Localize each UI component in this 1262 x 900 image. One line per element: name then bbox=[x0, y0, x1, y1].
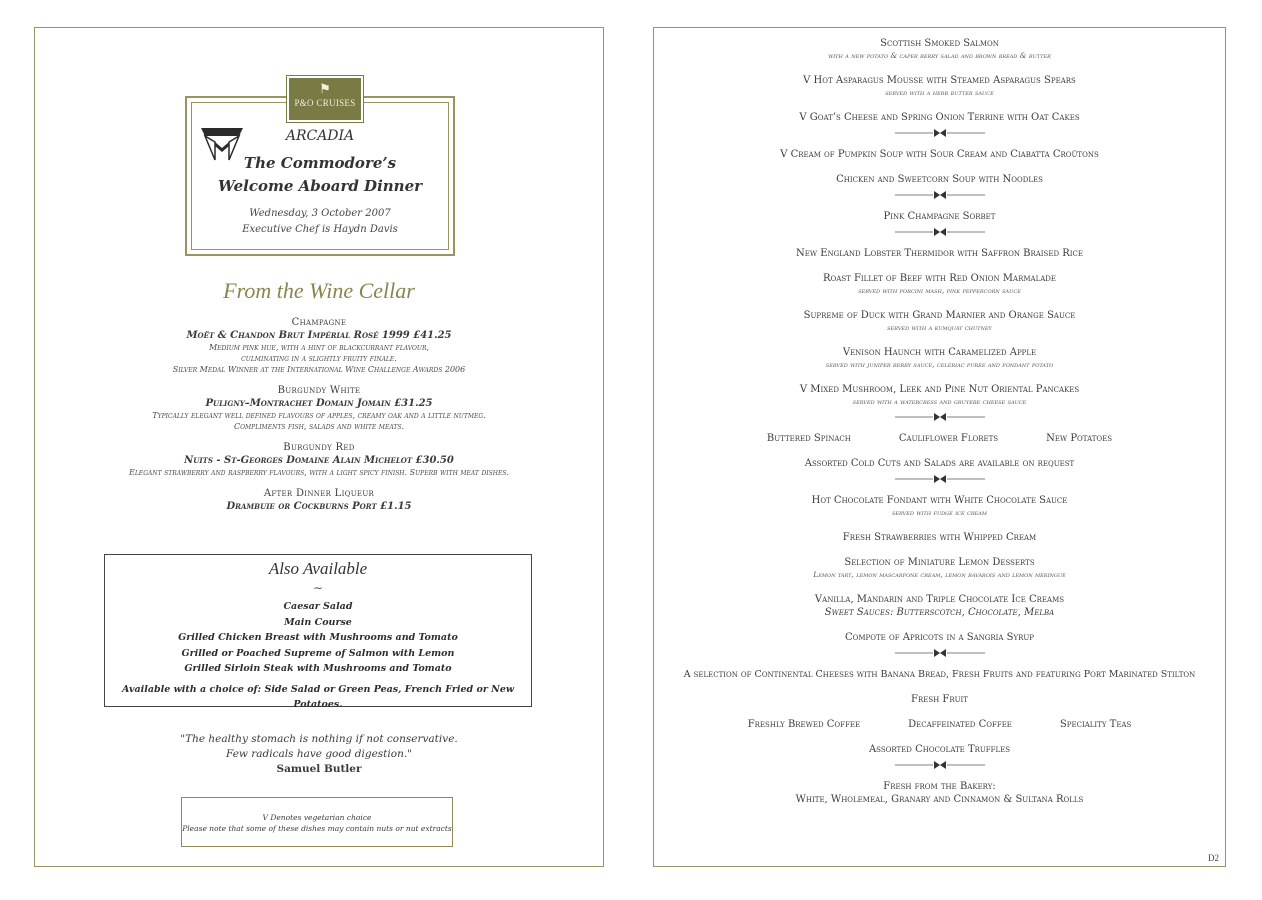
bow-tie-divider-icon bbox=[654, 190, 1225, 200]
list-item: Caesar Salad bbox=[283, 601, 353, 612]
list-item: Speciality Teas bbox=[1059, 719, 1132, 730]
also-available-box bbox=[104, 554, 532, 710]
menu-item: Vanilla, Mandarin and Triple Chocolate Ice Creams Sweet Sauces: Butterscotch, Chocolate, Melba bbox=[814, 594, 1065, 618]
bow-tie-divider-icon bbox=[654, 128, 1225, 138]
allergy-note: Please note that some of these dishes may contain nuts or nut extracts bbox=[182, 824, 452, 833]
list-item: Cauliflower Florets bbox=[898, 433, 999, 444]
page-code: D2 bbox=[1208, 853, 1219, 863]
wine-group-burgundy-red: Burgundy Red Nuits - St-Georges Domaine Alain Michelot £30.50 Elegant strawberry and raspberry flavours, with a light spicy finish. Superb with meat dishes. bbox=[128, 442, 509, 477]
wine-list bbox=[35, 316, 603, 522]
menu-item: Scottish Smoked Salmon with a new potato & caper berry salad and brown bread & butter bbox=[828, 38, 1051, 60]
menu-item: V Goat’s Cheese and Spring Onion Terrine with Oat Cakes bbox=[799, 112, 1080, 123]
po-cruises-logo: ⚑ P&O CRUISES bbox=[287, 76, 363, 122]
also-available-note: Available with a choice of: Side Salad or Green Peas, French Fried or New Potatoes. bbox=[121, 683, 515, 710]
list-item: Grilled Sirloin Steak with Mushrooms and Tomato bbox=[184, 663, 452, 674]
left-page bbox=[34, 27, 604, 867]
bow-tie-divider-icon bbox=[654, 412, 1225, 422]
list-item: Grilled or Poached Supreme of Salmon with Lemon bbox=[181, 647, 455, 659]
menu-item: Pink Champagne Sorbet bbox=[883, 211, 996, 222]
dinner-date: Wednesday, 3 October 2007 bbox=[249, 208, 391, 219]
menu-item: V Hot Asparagus Mousse with Steamed Asparagus Spears served with a herb butter sauce bbox=[803, 75, 1076, 97]
bakery: Fresh from the Bakery: White, Wholemeal, Granary and Cinnamon & Sultana Rolls bbox=[795, 781, 1084, 805]
header-box bbox=[185, 81, 455, 256]
menu-item: V Mixed Mushroom, Leek and Pine Nut Oriental Pancakes served with a watercress and gruyere cheese sauce bbox=[799, 384, 1080, 406]
wine-group-champagne: Champagne Moët & Chandon Brut Impérial Rosé 1999 £41.25 Medium pink hue, with a hint of blackcurrant flavour, culminating in a slightly fruity finale. Silver Medal Winner at the International Wine Challenge Awards 2006 bbox=[172, 317, 466, 374]
quote-author: Samuel Butler bbox=[276, 763, 362, 775]
hot-drinks bbox=[654, 718, 1225, 731]
menu-item: Supreme of Duck with Grand Marnier and Orange Sauce served with a kumquat chutney bbox=[803, 310, 1076, 332]
menu-item: New England Lobster Thermidor with Saffron Braised Rice bbox=[795, 248, 1084, 259]
menu-item: Venison Haunch with Caramelized Apple served with juniper berry sauce, celeriac purée and fondant potato bbox=[825, 347, 1054, 369]
list-item: Main Course bbox=[284, 616, 352, 628]
side-dishes bbox=[654, 432, 1225, 445]
list-item: Grilled Chicken Breast with Mushrooms and Tomato bbox=[178, 632, 458, 643]
dinner-menu bbox=[654, 37, 1225, 806]
wine-group-burgundy-white: Burgundy White Puligny–Montrachet Domain Jomain £31.25 Typically elegant well defined flavours of apples, creamy oak and a little nutmeg. Compliments fish, salads and white meats. bbox=[152, 385, 486, 431]
menu-item: Chicken and Sweetcorn Soup with Noodles bbox=[836, 174, 1043, 185]
wine-cellar-heading: From the Wine Cellar bbox=[223, 278, 415, 303]
list-item: Decaffeinated Coffee bbox=[908, 719, 1012, 730]
bow-tie-divider-icon bbox=[654, 648, 1225, 658]
menu-item: Fresh Fruit bbox=[911, 694, 968, 705]
menu-item: Assorted Chocolate Truffles bbox=[868, 744, 1011, 755]
dinner-details bbox=[187, 206, 453, 238]
menu-item: A selection of Continental Cheeses with Banana Bread, Fresh Fruits and featuring Port Marinated Stilton bbox=[683, 669, 1196, 680]
list-item: Buttered Spinach bbox=[766, 433, 851, 444]
list-item: New Potatoes bbox=[1046, 433, 1113, 444]
menu-item: Selection of Miniature Lemon Desserts Lemon tart, lemon mascarpone cream, lemon bavarois and lemon meringue bbox=[813, 557, 1066, 579]
ship-name: ARCADIA bbox=[285, 128, 355, 144]
wine-group-liqueur: After Dinner Liqueur Drambuie or Cockburns Port £1.15 bbox=[226, 488, 412, 512]
dinner-title: The Commodore’s Welcome Aboard Dinner bbox=[217, 154, 423, 195]
list-item: Freshly Brewed Coffee bbox=[747, 719, 861, 730]
menu-item: Roast Fillet of Beef with Red Onion Marmalade served with porcini mash, pink peppercorn sauce bbox=[823, 273, 1056, 295]
vegetarian-note: V Denotes vegetarian choice bbox=[262, 813, 372, 822]
menu-item: Fresh Strawberries with Whipped Cream bbox=[842, 532, 1037, 543]
flourish-icon: ∼ bbox=[312, 581, 324, 595]
bow-tie-divider-icon bbox=[654, 227, 1225, 237]
quote: "The healthy stomach is nothing if not conservative. Few radicals have good digestion." Samuel Butler bbox=[35, 732, 603, 777]
footnote-box bbox=[181, 797, 453, 847]
menu-item: Compote of Apricots in a Sangria Syrup bbox=[845, 632, 1034, 643]
right-page bbox=[653, 27, 1226, 867]
flag-icon: ⚑ bbox=[319, 81, 331, 96]
menu-item: Hot Chocolate Fondant with White Chocolate Sauce served with fudge ice cream bbox=[811, 495, 1068, 517]
bow-tie-divider-icon bbox=[654, 474, 1225, 484]
menu-item: V Cream of Pumpkin Soup with Sour Cream and Ciabatta Croûtons bbox=[780, 149, 1099, 160]
executive-chef: Executive Chef is Haydn Davis bbox=[242, 224, 398, 235]
menu-item: Assorted Cold Cuts and Salads are available on request bbox=[804, 458, 1075, 469]
bow-tie-divider-icon bbox=[654, 760, 1225, 770]
also-available-title: Also Available bbox=[268, 559, 368, 578]
